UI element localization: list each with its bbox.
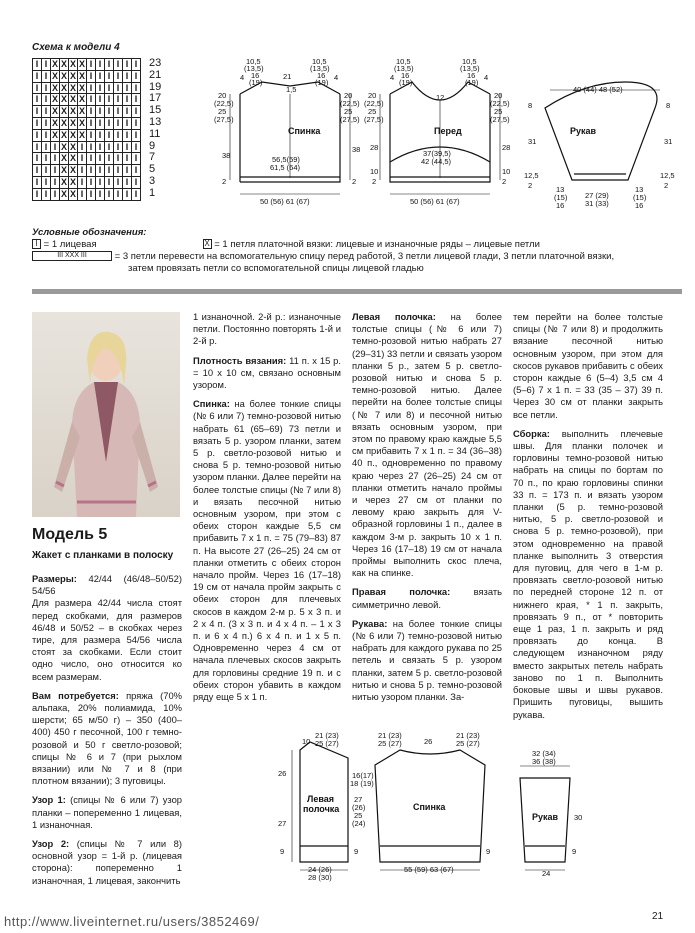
scheme-cell: I bbox=[87, 83, 96, 95]
scheme-cell: I bbox=[105, 94, 114, 106]
legend: Условные обозначения: I = 1 лицевая X = 1 петля платочной вязки: лицевые и изнаночные ряды – лицевые петли III XXX III = 3 петли перевести на вспомогательную спицу перед работой, 3 петли лицевой глади, 3 петли платочной вязки, затем провязать петли со вспомогательной спицы лицевой гладью bbox=[32, 227, 682, 275]
scheme-cell: I bbox=[132, 142, 141, 154]
scheme-row-number: 3 bbox=[149, 174, 156, 187]
svg-text:38: 38 bbox=[222, 151, 231, 160]
svg-text:20: 20 bbox=[368, 91, 377, 100]
svg-text:(13,5): (13,5) bbox=[310, 64, 330, 73]
scheme-cell: I bbox=[96, 130, 105, 142]
scheme-cell: X bbox=[69, 106, 76, 117]
scheme-cell: I bbox=[96, 106, 105, 118]
svg-text:25: 25 bbox=[344, 107, 353, 116]
svg-text:24 (26): 24 (26) bbox=[308, 865, 332, 874]
svg-text:50 (56) 61 (67): 50 (56) 61 (67) bbox=[260, 197, 310, 206]
scheme-cell: I bbox=[33, 94, 42, 106]
scheme-cell: X bbox=[78, 70, 85, 81]
scheme-cell: I bbox=[42, 177, 51, 189]
scheme-cell: X bbox=[51, 82, 58, 93]
svg-text:10: 10 bbox=[502, 167, 511, 176]
scheme-cell: I bbox=[96, 71, 105, 83]
svg-text:26: 26 bbox=[278, 769, 287, 778]
svg-text:10,5: 10,5 bbox=[246, 57, 261, 66]
svg-text:25 (27): 25 (27) bbox=[378, 739, 402, 748]
scheme-cell: X bbox=[69, 70, 76, 81]
svg-text:12: 12 bbox=[436, 93, 445, 102]
svg-text:16: 16 bbox=[556, 201, 565, 210]
svg-text:40 (44) 48 (52): 40 (44) 48 (52) bbox=[573, 85, 623, 94]
svg-text:(19): (19) bbox=[399, 78, 413, 87]
svg-text:21 (23): 21 (23) bbox=[456, 731, 480, 740]
scheme-row-numbers bbox=[149, 58, 161, 200]
model-title: Модель 5 bbox=[32, 526, 108, 543]
model-subtitle: Жакет с планками в полоску bbox=[32, 550, 174, 561]
svg-text:(22,5): (22,5) bbox=[340, 99, 360, 108]
svg-text:полочка: полочка bbox=[303, 804, 340, 814]
scheme-cell: I bbox=[87, 189, 96, 201]
svg-text:(26): (26) bbox=[352, 803, 366, 812]
scheme-cell: I bbox=[105, 83, 114, 95]
scheme-cell: I bbox=[123, 59, 132, 71]
svg-text:20: 20 bbox=[494, 91, 503, 100]
scheme-cell: I bbox=[87, 118, 96, 130]
scheme-cell: I bbox=[105, 165, 114, 177]
scheme-cell: I bbox=[42, 118, 51, 130]
knit-symbol: I bbox=[32, 239, 41, 249]
svg-text:2: 2 bbox=[528, 181, 533, 190]
svg-text:25: 25 bbox=[354, 811, 363, 820]
scheme-cell: I bbox=[51, 142, 60, 154]
svg-text:4: 4 bbox=[334, 73, 339, 82]
svg-text:21 (23): 21 (23) bbox=[315, 731, 339, 740]
svg-text:4: 4 bbox=[390, 73, 395, 82]
cable-symbol: III XXX III bbox=[32, 251, 112, 261]
svg-text:2: 2 bbox=[352, 177, 357, 186]
scheme-cell: X bbox=[60, 176, 67, 187]
scheme-cell: I bbox=[114, 106, 123, 118]
scheme-cell: I bbox=[33, 118, 42, 130]
scheme-cell: X bbox=[78, 82, 85, 93]
scheme-cell: X bbox=[69, 188, 76, 199]
svg-text:30: 30 bbox=[574, 813, 583, 822]
scheme-cell: I bbox=[132, 153, 141, 165]
scheme-cell: X bbox=[60, 70, 67, 81]
svg-text:31 (33): 31 (33) bbox=[585, 199, 609, 208]
scheme-cell: X bbox=[60, 94, 67, 105]
svg-text:25 (27): 25 (27) bbox=[315, 739, 339, 748]
scheme-cell: I bbox=[78, 153, 87, 165]
scheme-grid bbox=[32, 58, 141, 201]
scheme-cell: I bbox=[96, 177, 105, 189]
scheme-cell: I bbox=[96, 118, 105, 130]
scheme-row-number: 9 bbox=[149, 139, 156, 152]
scheme-row-number: 15 bbox=[149, 104, 162, 117]
scheme-cell: X bbox=[78, 117, 85, 128]
scheme-cell: I bbox=[87, 71, 96, 83]
scheme-cell: X bbox=[51, 70, 58, 81]
svg-text:32 (34): 32 (34) bbox=[532, 749, 556, 758]
svg-text:28 (30): 28 (30) bbox=[308, 873, 332, 882]
legend-title: Условные обозначения: bbox=[32, 227, 147, 238]
scheme-cell: I bbox=[132, 71, 141, 83]
svg-text:8: 8 bbox=[666, 101, 671, 110]
model4-diagrams bbox=[210, 52, 680, 212]
scheme-cell: I bbox=[105, 118, 114, 130]
scheme-cell: X bbox=[69, 82, 76, 93]
source-url[interactable]: http://www.liveinternet.ru/users/3852469/ bbox=[4, 914, 260, 929]
svg-text:10,5: 10,5 bbox=[396, 57, 411, 66]
scheme-cell: I bbox=[105, 142, 114, 154]
svg-text:56,5(59): 56,5(59) bbox=[272, 155, 300, 164]
svg-text:(27,5): (27,5) bbox=[214, 115, 234, 124]
svg-text:(24): (24) bbox=[352, 819, 366, 828]
svg-text:(15): (15) bbox=[554, 193, 568, 202]
scheme-cell: I bbox=[33, 71, 42, 83]
scheme-cell: I bbox=[42, 71, 51, 83]
scheme-cell: X bbox=[78, 59, 85, 69]
scheme-cell: I bbox=[51, 189, 60, 201]
svg-text:20: 20 bbox=[218, 91, 227, 100]
scheme-cell: X bbox=[78, 106, 85, 117]
scheme-cell: I bbox=[33, 83, 42, 95]
scheme-cell: I bbox=[123, 177, 132, 189]
scheme-cell: X bbox=[60, 129, 67, 140]
scheme-row-number: 17 bbox=[149, 92, 162, 105]
scheme-cell: I bbox=[96, 83, 105, 95]
scheme-cell: X bbox=[69, 153, 76, 164]
model5-heading bbox=[32, 526, 182, 561]
scheme-cell: I bbox=[78, 189, 87, 201]
scheme-cell: I bbox=[78, 177, 87, 189]
svg-text:16: 16 bbox=[251, 71, 260, 80]
scheme-cell: I bbox=[33, 142, 42, 154]
page-number: 21 bbox=[652, 911, 664, 922]
svg-text:25: 25 bbox=[368, 107, 377, 116]
svg-text:(27,5): (27,5) bbox=[340, 115, 360, 124]
scheme-row-number: 21 bbox=[149, 68, 162, 81]
scheme-cell: I bbox=[123, 189, 132, 201]
scheme-cell: I bbox=[42, 59, 51, 71]
scheme-cell: X bbox=[69, 94, 76, 105]
scheme-cell: I bbox=[123, 71, 132, 83]
svg-text:18 (19): 18 (19) bbox=[350, 779, 374, 788]
scheme-cell: I bbox=[78, 142, 87, 154]
model-photo bbox=[32, 312, 180, 517]
svg-text:24: 24 bbox=[542, 869, 551, 878]
scheme-cell: I bbox=[105, 130, 114, 142]
scheme-cell: I bbox=[87, 130, 96, 142]
svg-text:(13,5): (13,5) bbox=[460, 64, 480, 73]
scheme-cell: I bbox=[132, 118, 141, 130]
svg-text:27: 27 bbox=[354, 795, 363, 804]
scheme-cell: I bbox=[105, 189, 114, 201]
scheme-cell: I bbox=[33, 59, 42, 71]
svg-text:2: 2 bbox=[502, 177, 507, 186]
svg-text:16: 16 bbox=[317, 71, 326, 80]
scheme-cell: X bbox=[60, 82, 67, 93]
m4-sleeve-label: Рукав bbox=[570, 126, 597, 136]
scheme-cell: I bbox=[105, 106, 114, 118]
scheme-cell: I bbox=[123, 94, 132, 106]
svg-text:28: 28 bbox=[502, 143, 511, 152]
m4-front-label: Перед bbox=[434, 126, 462, 136]
svg-text:20: 20 bbox=[344, 91, 353, 100]
scheme-cell: I bbox=[96, 189, 105, 201]
scheme-cell: X bbox=[51, 129, 58, 140]
scheme-cell: I bbox=[42, 94, 51, 106]
scheme-cell: I bbox=[87, 177, 96, 189]
svg-text:36 (38): 36 (38) bbox=[532, 757, 556, 766]
scheme-cell: I bbox=[87, 153, 96, 165]
scheme-cell: X bbox=[51, 117, 58, 128]
scheme-cell: I bbox=[87, 59, 96, 71]
scheme-cell: I bbox=[123, 165, 132, 177]
scheme-cell: I bbox=[51, 165, 60, 177]
scheme-cell: X bbox=[60, 153, 67, 164]
scheme-cell: I bbox=[87, 94, 96, 106]
svg-text:55 (59) 63 (67): 55 (59) 63 (67) bbox=[404, 865, 454, 874]
svg-text:2: 2 bbox=[222, 177, 227, 186]
svg-text:9: 9 bbox=[572, 847, 577, 856]
scheme-cell: X bbox=[51, 94, 58, 105]
column-2: 1 изнаночной. 2-й р.: изнаночные петли. Постоянно повторять 1-й и 2-й р. Плотность вязания: 11 п. x 15 р. = 10 x 10 см, связано основным узором. Спинка: на более тонкие спицы (№ 6 или 7) темно-розовой нитью набрать 61 (65–69) 73 петли и вязать 5 р. узором планки, затем 5 р. светло-розовой нитью и снова 5 р. темно-розовой нитью узором планки. Далее перейти на более толстые спицы (№ 7 или 8) и вязать песочной нитью основным узором, при этом с обеих сторон каждые 5,5 см прибавить 7 x 1 п. = 75 (79–83) 87 п. На высоте 27 (26–25) 24 см от планки отметить с обеих сторон начало пройм. Через 16 (17–18) 19 см от начала пройм закрыть с обеих сторон для плечевых скосов в каждом 2-м р. 5 x 3 п. и 2 x 4 п. (3 x 3 п. и 4 x 4 п. – 1 x 3 п. и 6 x 4 п.) 6 x 4 п. и 1 x 5 п. Одновременно через 4 см от начала плечевых скосов закрыть для горловины средние 19 п. и с обеих сторон убавить в каждом ряду еще 5 x 1 п. bbox=[193, 311, 341, 703]
svg-text:2: 2 bbox=[664, 181, 669, 190]
scheme-title: Схема к модели 4 bbox=[32, 42, 120, 53]
svg-text:16(17): 16(17) bbox=[352, 771, 374, 780]
svg-text:16: 16 bbox=[635, 201, 644, 210]
svg-text:16: 16 bbox=[401, 71, 410, 80]
scheme-cell: I bbox=[33, 106, 42, 118]
scheme-cell: I bbox=[132, 94, 141, 106]
svg-text:31: 31 bbox=[664, 137, 673, 146]
svg-text:(19): (19) bbox=[315, 78, 329, 87]
scheme-row-number: 19 bbox=[149, 80, 162, 93]
scheme-cell: I bbox=[42, 189, 51, 201]
scheme-cell: I bbox=[87, 106, 96, 118]
scheme-cell: I bbox=[123, 142, 132, 154]
svg-text:31: 31 bbox=[528, 137, 537, 146]
svg-text:25: 25 bbox=[494, 107, 503, 116]
svg-text:25: 25 bbox=[218, 107, 227, 116]
scheme-cell: I bbox=[114, 189, 123, 201]
scheme-cell: I bbox=[105, 177, 114, 189]
svg-text:Левая: Левая bbox=[307, 794, 334, 804]
svg-text:8: 8 bbox=[528, 101, 533, 110]
svg-text:(22,5): (22,5) bbox=[364, 99, 384, 108]
scheme-cell: I bbox=[123, 106, 132, 118]
svg-text:(19): (19) bbox=[249, 78, 263, 87]
scheme-cell: X bbox=[60, 59, 67, 69]
svg-text:61,5 (64): 61,5 (64) bbox=[270, 163, 301, 172]
garter-symbol: X bbox=[204, 239, 210, 249]
scheme-cell: I bbox=[42, 83, 51, 95]
svg-text:4: 4 bbox=[484, 73, 489, 82]
scheme-cell: I bbox=[96, 165, 105, 177]
column-3: Левая полочка: на более толстые спицы (№ 6 или 7) темно-розовой нитью набрать 27 (29–31) 33 петли и связать узором планки 5 р., затем 5 р. светло-розовой нитью и снова 5 р. темно-розовой нитью. Далее перейти на более толстые спицы (№ 7 или 8) и песочной нитью вязать основным узором, при этом по правому краю каждые 5,5 см прибавить 7 x 1 п. = 34 (36–38) 40 п., одновременно по правому краю через 27 (26–25) 24 см от планки отметить начало проймы и через 27 см от планки по левому краю закрыть для V-образной горловины 1 п., далее в каждом 3-м р. закрыть 10 x 1 п. Через 16 (17–18) 19 см от начала проймы выполнить скос плеча, как на спинке. Правая полочка: вязать симметрично левой. Рукава: на более тонкие спицы (№ 6 или 7) темно-розовой нитью набрать для каждого рукава по 25 петель и связать 5 р. узором планки, затем 5 р. светло-розовой нитью и снова 5 р. темно-розовой нитью узором планки. За- bbox=[352, 311, 503, 703]
scheme-cell: I bbox=[42, 106, 51, 118]
scheme-cell: X bbox=[51, 59, 58, 69]
svg-text:28: 28 bbox=[370, 143, 379, 152]
svg-text:9: 9 bbox=[280, 847, 285, 856]
scheme-cell: X bbox=[69, 176, 76, 187]
scheme-cell: X bbox=[69, 129, 76, 140]
scheme-cell: I bbox=[33, 130, 42, 142]
svg-text:27: 27 bbox=[278, 819, 287, 828]
svg-text:(22,5): (22,5) bbox=[490, 99, 510, 108]
svg-text:26: 26 bbox=[424, 737, 433, 746]
scheme-row-number: 11 bbox=[149, 127, 161, 140]
svg-text:(19): (19) bbox=[465, 78, 479, 87]
scheme-cell: I bbox=[33, 177, 42, 189]
scheme-cell: X bbox=[60, 165, 67, 176]
column-4: тем перейти на более толстые спицы (№ 7 или 8) и продолжить вязание песочной нитью основным узором, при этом для скосов рукавов прибавить с обеих сторон каждые 6 (5–4) 3,5 см 4 (5–6) 7 x 1 п. = 33 (35 – 37) 39 п. Через 30 см от планки закрыть все петли. Сборка: выполнить плечевые швы. Для планки полочек и горловины темно-розовой нитью набрать на спицы по бортам по 70 п., по краю горловины спинки 33 п. = 173 п. и вязать узором планки (5 р. темно-розовой нитью, 5 р. светло-розовой и снова 5 р. темно-розовой), при этом одновременно на правой планке выполнить 3 отверстия для пуговиц, для чего в 1-м р. провязать светло-розовой нитью по передней стороне 12 п. от нижнего края, * 1 п. закрыть, провязать 9 п., от * повторить еще 1 раз, 1 п. закрыть и ряд провязать до конца. В следующем изнаночном ряду вместо закрытых петель набрать заново по 1 п. Выполнить боковые швы и швы рукавов. Пришить пуговицы, вышить рукава. bbox=[513, 311, 663, 720]
scheme-row-number: 13 bbox=[149, 115, 162, 128]
svg-text:21: 21 bbox=[283, 72, 292, 81]
scheme-cell: I bbox=[114, 71, 123, 83]
svg-text:Спинка: Спинка bbox=[413, 802, 446, 812]
scheme-row-number: 23 bbox=[149, 57, 162, 69]
scheme-cell: I bbox=[114, 94, 123, 106]
scheme-cell: I bbox=[42, 130, 51, 142]
svg-text:13: 13 bbox=[635, 185, 644, 194]
svg-text:10: 10 bbox=[302, 737, 311, 746]
scheme-cell: I bbox=[96, 142, 105, 154]
scheme-cell: I bbox=[78, 165, 87, 177]
svg-text:(13,5): (13,5) bbox=[244, 64, 264, 73]
svg-text:25 (27): 25 (27) bbox=[456, 739, 480, 748]
scheme-cell: I bbox=[132, 83, 141, 95]
scheme-cell: I bbox=[123, 83, 132, 95]
scheme-cell: I bbox=[96, 153, 105, 165]
scheme-cell: X bbox=[69, 117, 76, 128]
svg-text:10,5: 10,5 bbox=[462, 57, 477, 66]
scheme-cell: X bbox=[60, 106, 67, 117]
svg-text:37(39,5): 37(39,5) bbox=[423, 149, 451, 158]
svg-text:21 (23): 21 (23) bbox=[378, 731, 402, 740]
scheme-cell: X bbox=[60, 141, 67, 152]
scheme-cell: I bbox=[114, 130, 123, 142]
scheme-cell: I bbox=[132, 189, 141, 201]
scheme-cell: I bbox=[51, 153, 60, 165]
svg-text:12,5: 12,5 bbox=[524, 171, 539, 180]
scheme-row-number: 7 bbox=[149, 151, 156, 164]
scheme-row-number: 5 bbox=[149, 163, 156, 176]
scheme-cell: I bbox=[87, 142, 96, 154]
scheme-cell: I bbox=[33, 189, 42, 201]
svg-text:(27,5): (27,5) bbox=[364, 115, 384, 124]
svg-text:10: 10 bbox=[370, 167, 379, 176]
scheme-cell: X bbox=[78, 129, 85, 140]
scheme-cell: I bbox=[105, 153, 114, 165]
svg-text:9: 9 bbox=[354, 847, 359, 856]
scheme-cell: I bbox=[132, 130, 141, 142]
scheme-cell: I bbox=[96, 94, 105, 106]
column-1: Размеры: 42/44 (46/48–50/52) 54/56 Для размера 42/44 числа стоят перед скобками, для размеров 46/48 и 50/52 – в скобках через тире, для размера 54/56 числа стоят за скобками. Если стоит одно число, оно относится ко всем размерам. Вам потребуется: пряжа (70% альпака, 20% полиамида, 10% шерсти; 65 м/50 г) – 350 (400–400) 450 г песочной, 100 г темно-розовой и 50 г светло-розовой; спицы № 6 и 7 (при рыхлом вязании) или № 7 и 8 (при плотном вязании); 3 пуговицы. Узор 1: (спицы № 6 или 7) узор планки – попеременно 1 лицевая, 1 изнаночная. Узор 2: (спицы № 7 или 8) основной узор = 1-й р. (лицевая сторона): попеременно 1 изнаночная, 1 лицевая, закончить bbox=[32, 573, 183, 886]
scheme-cell: X bbox=[78, 94, 85, 105]
scheme-cell: I bbox=[33, 165, 42, 177]
svg-text:1,5: 1,5 bbox=[286, 85, 297, 94]
scheme-cell: I bbox=[51, 177, 60, 189]
scheme-cell: X bbox=[51, 106, 58, 117]
scheme-cell: I bbox=[114, 153, 123, 165]
scheme-cell: I bbox=[114, 165, 123, 177]
scheme-cell: I bbox=[123, 118, 132, 130]
svg-text:(22,5): (22,5) bbox=[214, 99, 234, 108]
svg-text:42 (44,5): 42 (44,5) bbox=[421, 157, 452, 166]
svg-text:(13,5): (13,5) bbox=[394, 64, 414, 73]
scheme-cell: I bbox=[33, 153, 42, 165]
section-divider bbox=[32, 289, 682, 294]
scheme-cell: I bbox=[114, 59, 123, 71]
scheme-cell: X bbox=[69, 59, 76, 69]
scheme-cell: I bbox=[87, 165, 96, 177]
scheme-cell: I bbox=[96, 59, 105, 71]
scheme-cell: I bbox=[105, 71, 114, 83]
svg-text:12,5: 12,5 bbox=[660, 171, 675, 180]
scheme-cell: I bbox=[42, 165, 51, 177]
scheme-cell: I bbox=[123, 130, 132, 142]
scheme-cell: X bbox=[60, 117, 67, 128]
svg-text:16: 16 bbox=[467, 71, 476, 80]
svg-text:13: 13 bbox=[556, 185, 565, 194]
svg-text:9: 9 bbox=[486, 847, 491, 856]
svg-text:(15): (15) bbox=[633, 193, 647, 202]
svg-text:4: 4 bbox=[240, 73, 245, 82]
scheme-cell: I bbox=[114, 177, 123, 189]
svg-text:27 (29): 27 (29) bbox=[585, 191, 609, 200]
scheme-cell: I bbox=[132, 165, 141, 177]
svg-text:38: 38 bbox=[352, 145, 361, 154]
svg-text:Рукав: Рукав bbox=[532, 812, 559, 822]
m4-back-label: Спинка bbox=[288, 126, 321, 136]
scheme-cell: I bbox=[132, 59, 141, 71]
svg-text:50 (56) 61 (67): 50 (56) 61 (67) bbox=[410, 197, 460, 206]
scheme-cell: I bbox=[105, 59, 114, 71]
svg-text:(27,5): (27,5) bbox=[490, 115, 510, 124]
svg-text:10,5: 10,5 bbox=[312, 57, 327, 66]
scheme-cell: I bbox=[114, 83, 123, 95]
scheme-row-number: 1 bbox=[149, 186, 156, 199]
scheme-cell: I bbox=[132, 106, 141, 118]
scheme-cell: I bbox=[132, 177, 141, 189]
model5-diagrams bbox=[270, 730, 680, 885]
scheme-cell: I bbox=[114, 142, 123, 154]
scheme-cell: X bbox=[69, 165, 76, 176]
scheme-cell: I bbox=[123, 153, 132, 165]
scheme-cell: I bbox=[42, 153, 51, 165]
scheme-cell: X bbox=[69, 141, 76, 152]
scheme-cell: I bbox=[114, 118, 123, 130]
scheme-cell: I bbox=[42, 142, 51, 154]
svg-text:2: 2 bbox=[372, 177, 377, 186]
scheme-cell: X bbox=[60, 188, 67, 199]
